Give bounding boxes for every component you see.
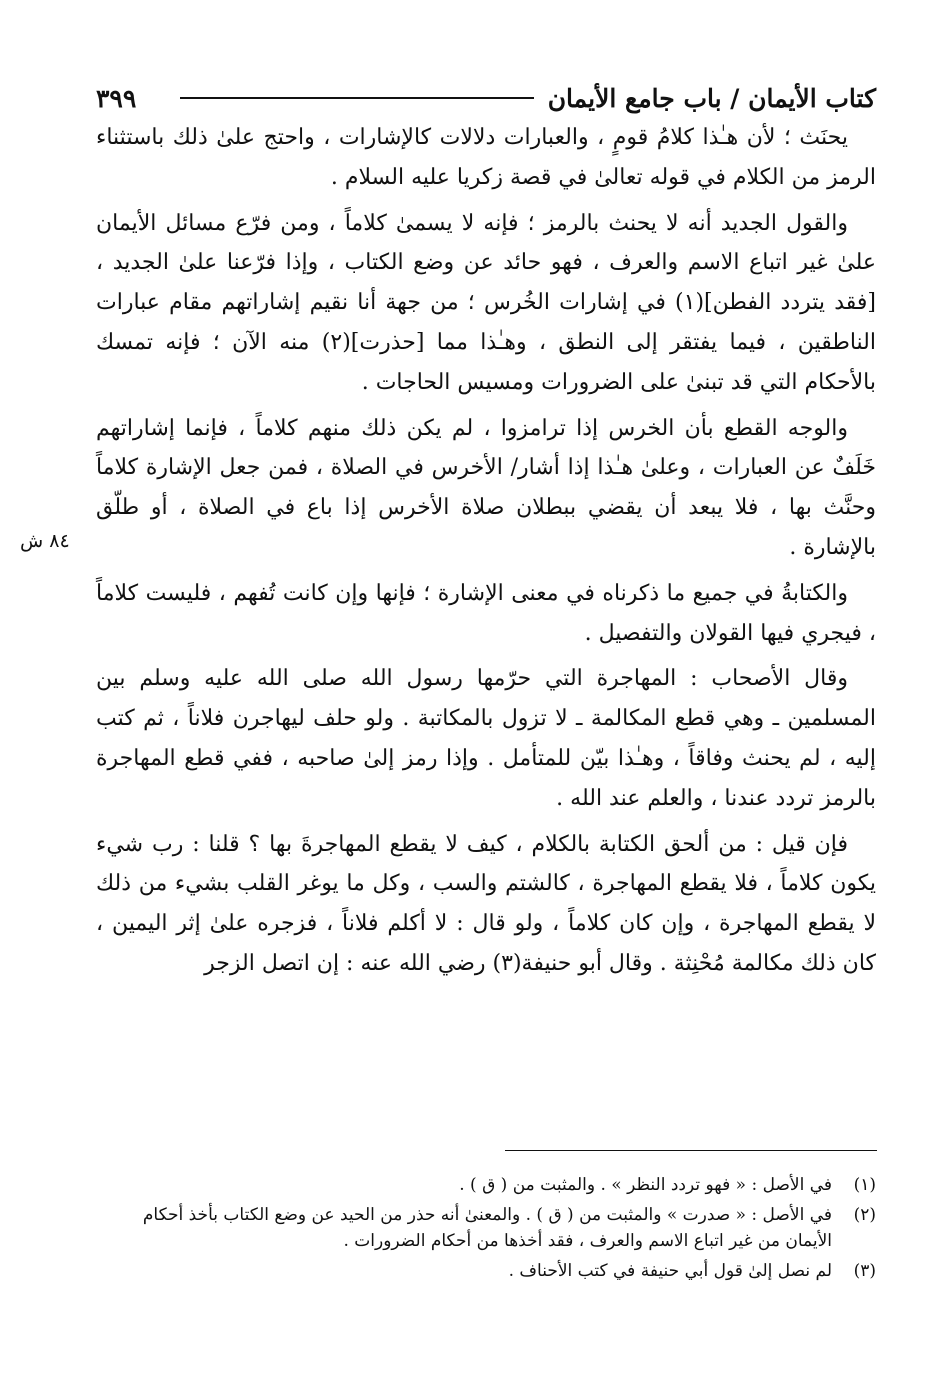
running-header <box>96 78 876 118</box>
footnote-number: (١) <box>853 1175 876 1195</box>
footnotes <box>100 1172 876 1288</box>
header-rule <box>180 97 534 99</box>
paragraph: والقول الجديد أنه لا يحنث بالرمز ؛ فإنه لا يسمىٰ كلاماً ، ومن فرّع مسائل الأيمان علىٰ غير اتباع الاسم والعرف ، فهو حائد عن وضع الكتاب ، وإذا فرّعنا علىٰ الجديد ، [فقد يتردد الفطن](١) في إشارات الخُرس ؛ من جهة أنا نقيم إشاراتهم مقام عبارات الناطقين ، فيما يفتقر إلى النطق ، وهـٰذا مما [حذرت](٢) منه الآن ؛ فإنه تمسك بالأحكام التي قد تبنىٰ على الضرورات ومسيس الحاجات . <box>96 210 876 395</box>
paragraph: وقال الأصحاب : المهاجرة التي حرّمها رسول الله صلى الله عليه وسلم بين المسلمين ـ وهي قطع المكالمة ـ لا تزول بالمكاتبة . ولو حلف ليهاجرن فلاناً ، ثم كتب إليه ، لم يحنث وفاقاً ، وهـٰذا بيّن للمتأمل . وإذا رمز إلىٰ صاحبه ، ففي قطع المهاجرة بالرمز تردد عندنا ، والعلم عند الله . <box>96 666 876 811</box>
footnote-number: (٣) <box>853 1261 876 1281</box>
paragraph: والكتابةُ في جميع ما ذكرناه في معنى الإشارة ؛ فإنها وإن كانت تُفهم ، فليست كلاماً ، فيجري فيها القولان والتفصيل . <box>96 580 876 646</box>
header-title: كتاب الأيمان / باب جامع الأيمان <box>547 83 876 113</box>
paragraph: يحنَث ؛ لأن هـٰذا كلامُ قومٍ ، والعبارات دلالات كالإشارات ، واحتج علىٰ ذلك باستثناء الرمز من الكلام في قوله تعالىٰ في قصة زكريا عليه السلام . <box>96 125 876 190</box>
footnote <box>100 1172 876 1198</box>
page <box>96 78 876 990</box>
footnote-text: في الأصل : « فهو تردد النظر » . والمثبت من ( ق ) . <box>459 1175 832 1195</box>
paragraph: فإن قيل : من ألحق الكتابة بالكلام ، كيف لا يقطع المهاجرةَ بها ؟ قلنا : رب شيء يكون كلاماً ، فلا يقطع المهاجرة ، كالشتم والسب ، وكل ما يوغر القلب بشيء من ذلك لا يقطع المهاجرة ، وإن كان كلاماً ، ولو قال : لا أكلم فلاناً ، فزجره علىٰ إثر اليمين ، كان ذلك مكالمة مُحْنِثة . وقال أبو حنيفة(٣) رضي الله عنه : إن اتصل الزجر <box>96 831 876 976</box>
footnote <box>100 1202 876 1254</box>
paragraph: والوجه القطع بأن الخرس إذا ترامزوا ، لم يكن ذلك منهم كلاماً ، فإنما إشاراتهم خَلَفٌ عن العبارات ، وعلىٰ هـٰذا إذا أشار/ الأخرس في الصلاة ، فمن جعل الإشارة كلاماً وحنَّث بها ، فلا يبعد أن يقضي ببطلان صلاة الأخرس إذا باع في الصلاة ، أو طلّق بالإشارة . <box>96 415 876 560</box>
footnote-text: لم نصل إلىٰ قول أبي حنيفة في كتب الأحناف . <box>508 1261 832 1281</box>
page-number: ٣٩٩ <box>96 83 137 113</box>
margin-note: ٨٤ ش <box>20 530 70 552</box>
body-text <box>96 118 876 984</box>
footnote-separator <box>505 1150 877 1151</box>
footnote-number: (٢) <box>853 1205 876 1225</box>
footnote-text: في الأصل : « صدرت » والمثبت من ( ق ) . والمعنىٰ أنه حذر من الحيد عن وضع الكتاب بأخذ أحكام الأيمان من غير اتباع الاسم والعرف ، فقد أخذها من أحكام الضرورات . <box>142 1205 832 1251</box>
footnote <box>100 1258 876 1284</box>
